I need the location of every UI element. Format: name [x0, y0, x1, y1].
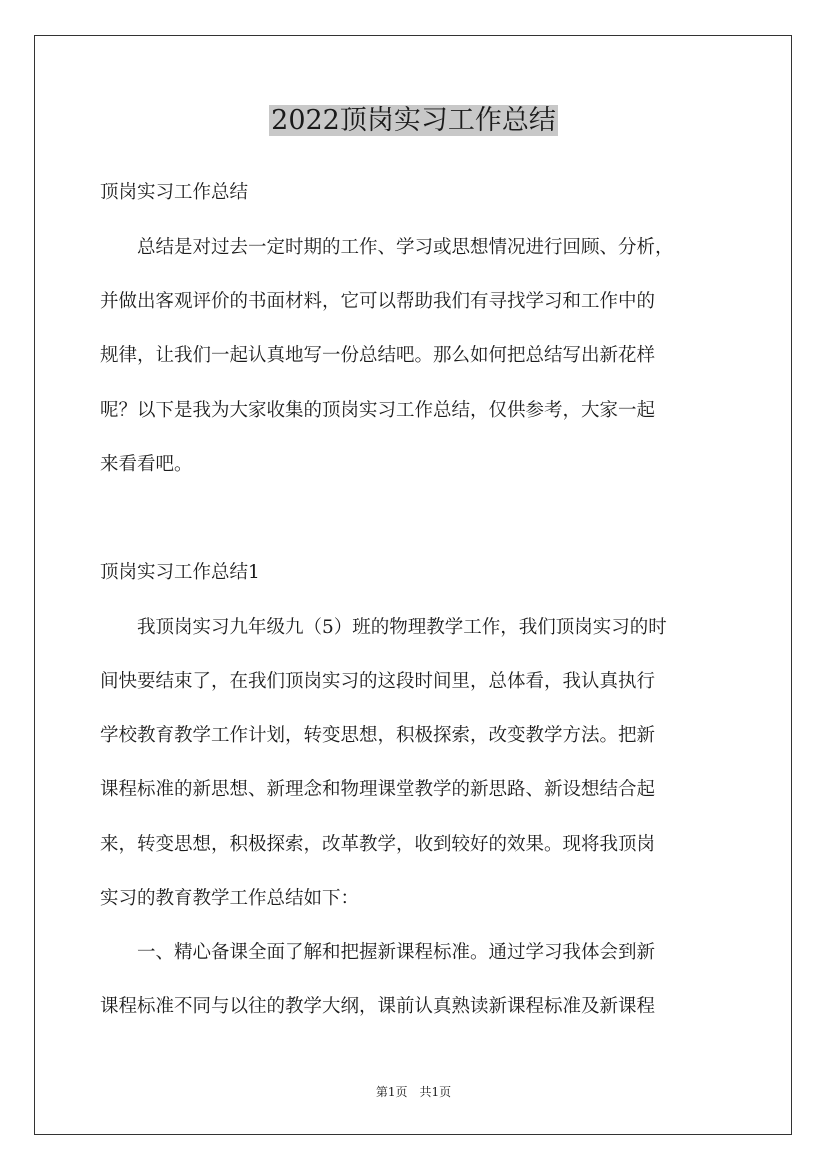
paragraph-line: 学校教育教学工作计划，转变思想，积极探索，改变教学方法。把新 [100, 725, 656, 746]
paragraph-line: 规律，让我们一起认真地写一份总结吧。那么如何把总结写出新花样 [100, 345, 656, 366]
section-heading: 顶岗实习工作总结1 [100, 562, 260, 583]
paragraph-line: 来看看吧。 [100, 454, 193, 475]
section-heading: 顶岗实习工作总结 [100, 182, 249, 203]
paragraph-line: 间快要结束了，在我们顶岗实习的这段时间里，总体看，我认真执行 [100, 671, 656, 692]
paragraph-line: 总结是对过去一定时期的工作、学习或思想情况进行回顾、分析， [100, 237, 674, 258]
paragraph-line: 课程标准不同与以往的教学大纲，课前认真熟读新课程标准及新课程 [100, 996, 656, 1017]
page-footer: 第1页 共1页 [375, 1085, 452, 1099]
paragraph-line: 课程标准的新思想、新理念和物理课堂教学的新思路、新设想结合起 [100, 779, 656, 800]
paragraph-line: 一、精心备课全面了解和把握新课程标准。通过学习我体会到新 [100, 942, 656, 963]
paragraph-line: 呢？以下是我为大家收集的顶岗实习工作总结，仅供参考，大家一起 [100, 400, 656, 421]
document-title: 2022顶岗实习工作总结 [271, 105, 556, 136]
paragraph-line: 并做出客观评价的书面材料，它可以帮助我们有寻找学习和工作中的 [100, 291, 656, 312]
paragraph-line: 我顶岗实习九年级九（5）班的物理教学工作，我们顶岗实习的时 [100, 617, 667, 638]
paragraph-line: 实习的教育教学工作总结如下： [100, 888, 360, 909]
paragraph-line: 来，转变思想，积极探索，改革教学，收到较好的效果。现将我顶岗 [100, 834, 656, 855]
